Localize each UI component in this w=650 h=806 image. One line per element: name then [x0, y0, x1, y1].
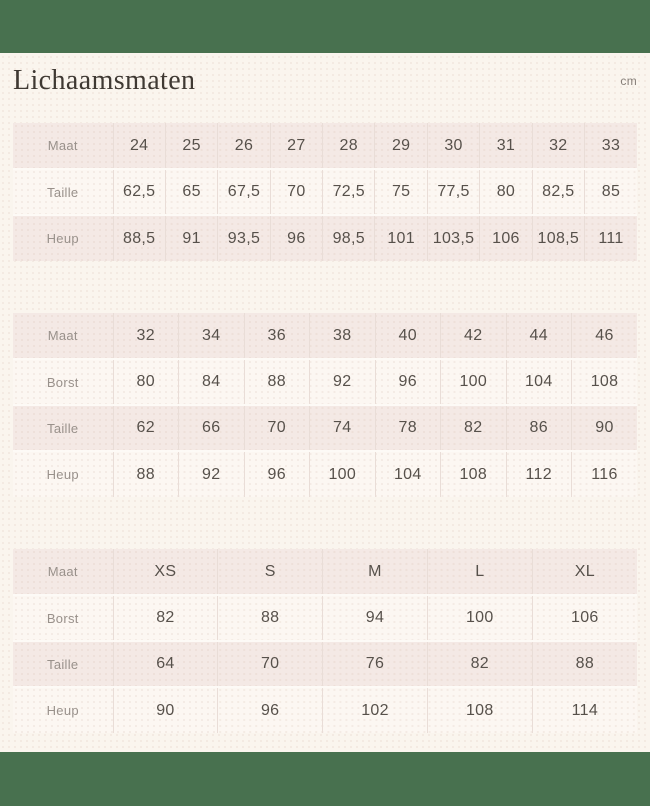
value-cell: 112: [506, 451, 572, 497]
value-cell: 82: [113, 595, 218, 641]
table-row: [13, 451, 637, 497]
table-row: [13, 169, 637, 215]
table-row: [13, 359, 637, 405]
row-label: Maat: [47, 564, 78, 579]
value-cell: 92: [310, 359, 376, 405]
value-cell: 108: [572, 359, 638, 405]
value-cell: 88,5: [113, 215, 165, 261]
numeric-eu-sizes-table: [13, 313, 637, 497]
value-cell: 62: [113, 405, 179, 451]
row-label: Taille: [13, 641, 113, 687]
value-cell: 32: [113, 313, 179, 359]
value-cell: 70: [244, 405, 310, 451]
table-row: [13, 549, 637, 595]
value-cell: 82: [427, 641, 532, 687]
value-cell: 24: [113, 123, 165, 169]
value-cell: 98,5: [323, 215, 375, 261]
size-tables-container: [13, 123, 637, 733]
value-cell: 96: [244, 451, 310, 497]
value-cell: 33: [585, 123, 637, 169]
value-cell: 38: [310, 313, 376, 359]
value-cell: 80: [480, 169, 532, 215]
value-cell: 72,5: [323, 169, 375, 215]
value-cell: 91: [165, 215, 217, 261]
value-cell: L: [427, 549, 532, 595]
value-cell: 44: [506, 313, 572, 359]
value-cell: 88: [218, 595, 323, 641]
row-label: Maat: [47, 328, 78, 343]
value-cell: 90: [113, 687, 218, 733]
row-label: Borst: [13, 359, 113, 405]
top-bar: [0, 0, 650, 53]
value-cell: 103,5: [427, 215, 479, 261]
value-cell: 70: [270, 169, 322, 215]
value-cell: 78: [375, 405, 441, 451]
title-row: [13, 63, 637, 99]
value-cell: 70: [218, 641, 323, 687]
value-cell: 88: [532, 641, 637, 687]
value-cell: 25: [165, 123, 217, 169]
value-cell: 100: [441, 359, 507, 405]
value-cell: 29: [375, 123, 427, 169]
value-cell: 111: [585, 215, 637, 261]
value-cell: S: [218, 549, 323, 595]
value-cell: 88: [113, 451, 179, 497]
value-cell: M: [323, 549, 428, 595]
value-cell: 100: [427, 595, 532, 641]
value-cell: 106: [480, 215, 532, 261]
value-cell: 96: [375, 359, 441, 405]
table-row: [13, 313, 637, 359]
value-cell: 65: [165, 169, 217, 215]
table-row: [13, 123, 637, 169]
value-cell: 94: [323, 595, 428, 641]
value-cell: 64: [113, 641, 218, 687]
row-label: Heup: [13, 215, 113, 261]
value-cell: 30: [427, 123, 479, 169]
value-cell: 34: [179, 313, 245, 359]
value-cell: 46: [572, 313, 638, 359]
unit-label: cm: [620, 74, 637, 88]
value-cell: 88: [244, 359, 310, 405]
value-cell: 62,5: [113, 169, 165, 215]
value-cell: XS: [113, 549, 218, 595]
value-cell: 114: [532, 687, 637, 733]
value-cell: 26: [218, 123, 270, 169]
value-cell: 75: [375, 169, 427, 215]
table-row: [13, 405, 637, 451]
value-cell: 104: [506, 359, 572, 405]
row-label: Heup: [13, 451, 113, 497]
value-cell: 108,5: [532, 215, 584, 261]
letter-sizes-table: [13, 549, 637, 733]
value-cell: 67,5: [218, 169, 270, 215]
row-label: Borst: [13, 595, 113, 641]
value-cell: 42: [441, 313, 507, 359]
value-cell: 31: [480, 123, 532, 169]
bottom-bar: [0, 752, 650, 806]
body-measurements-page: [0, 53, 650, 733]
value-cell: 66: [179, 405, 245, 451]
value-cell: 108: [427, 687, 532, 733]
value-cell: 27: [270, 123, 322, 169]
value-cell: 74: [310, 405, 376, 451]
value-cell: 116: [572, 451, 638, 497]
value-cell: 82: [441, 405, 507, 451]
value-cell: 86: [506, 405, 572, 451]
value-cell: 96: [218, 687, 323, 733]
value-cell: 104: [375, 451, 441, 497]
value-cell: 80: [113, 359, 179, 405]
value-cell: 102: [323, 687, 428, 733]
value-cell: 36: [244, 313, 310, 359]
row-label: Heup: [13, 687, 113, 733]
page-title: Lichaamsmaten: [13, 65, 196, 96]
value-cell: 28: [323, 123, 375, 169]
value-cell: 82,5: [532, 169, 584, 215]
value-cell: 32: [532, 123, 584, 169]
value-cell: 84: [179, 359, 245, 405]
value-cell: 106: [532, 595, 637, 641]
row-label: Maat: [47, 138, 78, 153]
row-label: Taille: [13, 405, 113, 451]
table-row: [13, 687, 637, 733]
table-row: [13, 595, 637, 641]
value-cell: 90: [572, 405, 638, 451]
value-cell: 100: [310, 451, 376, 497]
value-cell: 85: [585, 169, 637, 215]
value-cell: 93,5: [218, 215, 270, 261]
numeric-small-sizes-table: [13, 123, 637, 261]
row-label: Taille: [13, 169, 113, 215]
table-row: [13, 215, 637, 261]
value-cell: 40: [375, 313, 441, 359]
value-cell: 101: [375, 215, 427, 261]
value-cell: 92: [179, 451, 245, 497]
value-cell: 108: [441, 451, 507, 497]
value-cell: 96: [270, 215, 322, 261]
value-cell: 77,5: [427, 169, 479, 215]
table-row: [13, 641, 637, 687]
value-cell: XL: [532, 549, 637, 595]
value-cell: 76: [323, 641, 428, 687]
